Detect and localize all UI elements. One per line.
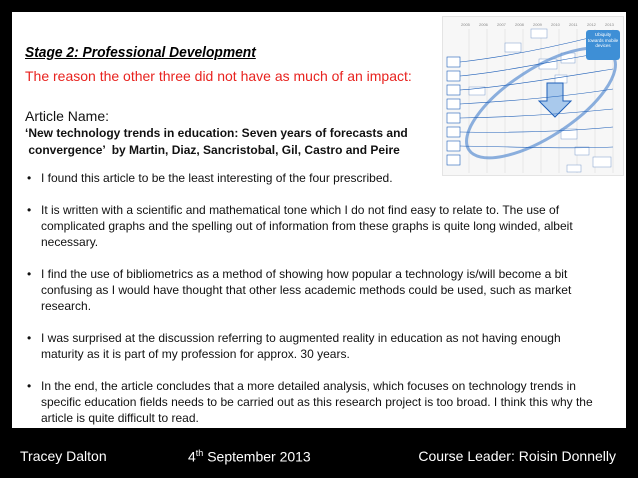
bullet-text: I find the use of bibliometrics as a method of showing how popular a technology is/will become a bit confusing as I would have thought that other less academic methods could be used, such as market research. xyxy=(41,267,572,313)
year-label: 2005 xyxy=(461,22,470,27)
bullet-text: I was surprised at the discussion referring to augmented reality in education as not having enough maturity as it is part of my profession for approx. 30 years. xyxy=(41,331,561,361)
bullet-list xyxy=(25,170,600,442)
callout-text: Ubiquity towards mobile devices xyxy=(587,32,619,48)
bullet-dot: • xyxy=(27,379,32,393)
footer-course-leader: Course Leader: Roisin Donnelly xyxy=(418,448,616,464)
year-label: 2011 xyxy=(569,22,578,27)
slide-subtitle: The reason the other three did not have as much of an impact: xyxy=(25,68,412,84)
article-name xyxy=(25,125,408,159)
left-category-boxes xyxy=(447,57,460,165)
article-name-line2: convergence’ by Martin, Diaz, Sancristobal, Gil, Castro and Peire xyxy=(25,143,400,157)
bullet-dot: • xyxy=(27,171,32,185)
bullet-item xyxy=(25,330,600,362)
diagram-svg xyxy=(443,17,623,175)
article-name-line1: ‘New technology trends in education: Seven years of forecasts and xyxy=(25,126,408,140)
year-label: 2008 xyxy=(515,22,524,27)
bullet-text: In the end, the article concludes that a more detailed analysis, which focuses on technology trends in specific education fields needs to be carried out as this research project is too broad. I think this why the article is quite difficult to read. xyxy=(41,379,593,425)
year-label: 2009 xyxy=(533,22,542,27)
year-label: 2010 xyxy=(551,22,560,27)
slide-title: Stage 2: Professional Development xyxy=(25,44,256,61)
bullet-item xyxy=(25,378,600,426)
footer-author: Tracey Dalton xyxy=(20,448,107,464)
bullet-dot: • xyxy=(27,331,32,345)
bullet-item xyxy=(25,266,600,314)
footer-date xyxy=(188,448,311,465)
article-label: Article Name: xyxy=(25,108,110,124)
bullet-text: It is written with a scientific and mathematical tone which I do not find easy to relate to. The use of complicated graphs and the spelling out of information from these graphs is quite long winded, albeit necessary. xyxy=(41,203,573,249)
date-rest: September 2013 xyxy=(203,448,311,465)
year-label: 2006 xyxy=(479,22,488,27)
technology-trends-diagram xyxy=(442,16,624,176)
year-label: 2012 xyxy=(587,22,596,27)
date-suffix: th xyxy=(195,448,204,458)
bullet-item xyxy=(25,202,600,250)
bullet-text: I found this article to be the least interesting of the four prescribed. xyxy=(41,171,393,185)
date-day: 4 xyxy=(188,448,196,465)
bullet-dot: • xyxy=(27,203,32,217)
bullet-dot: • xyxy=(27,267,32,281)
down-arrow-icon xyxy=(539,83,571,117)
callout-mobile-devices xyxy=(586,30,620,60)
year-label: 2007 xyxy=(497,22,506,27)
year-label: 2013 xyxy=(605,22,614,27)
